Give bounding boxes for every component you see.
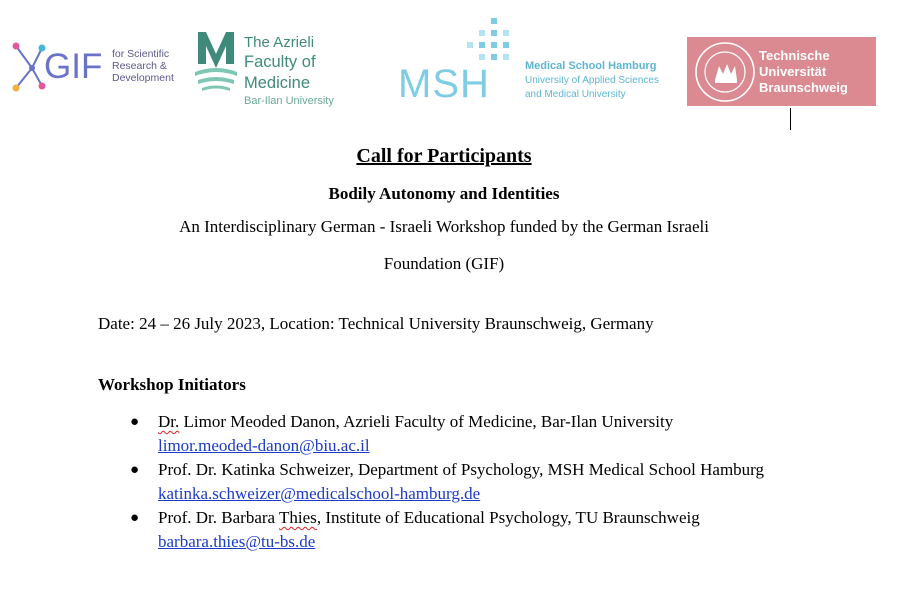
gif-logo [12, 38, 184, 94]
azrieli-line: Bar-Ilan University [244, 95, 334, 107]
initiator-text [158, 410, 778, 458]
initiators-list [0, 410, 904, 554]
initiator-detail: Prof. Dr. Barbara [158, 508, 280, 527]
initiator-text [158, 506, 778, 554]
azrieli-wordmark [244, 34, 377, 108]
tu-line: Technische [759, 48, 830, 63]
gif-tagline-line: for Scientific [112, 48, 170, 60]
text-cursor [790, 108, 791, 130]
tu-line: Universität [759, 64, 827, 79]
bullet-icon: ● [130, 510, 140, 526]
initiators-heading: Workshop Initiators [98, 375, 246, 394]
email-link[interactable]: limor.meoded-danon@biu.ac.il [158, 436, 370, 455]
date-location-line: Date: 24 – 26 July 2023, Location: Technical University Braunschweig, Germany [98, 314, 654, 333]
azrieli-line: The Azrieli [244, 34, 315, 51]
tu-braunschweig-logo [687, 37, 876, 106]
initiator-text [158, 458, 778, 506]
document-title: Call for Participants [356, 145, 532, 167]
msh-line: Medical School Hamburg [525, 60, 657, 72]
bullet-icon: ● [130, 414, 140, 430]
tu-seal-icon [693, 40, 757, 104]
tu-line: Braunschweig [759, 80, 848, 95]
initiator-detail: Prof. Dr. Katinka Schweizer, Department of Psychology, MSH Medical School Hamburg [158, 460, 765, 479]
msh-logo [398, 16, 673, 108]
gif-tagline-line: Development [112, 72, 174, 84]
gif-tagline-line: Research & [112, 60, 167, 72]
azrieli-line: Faculty of Medicine [244, 53, 316, 92]
spellcheck-word: Dr. [158, 412, 180, 431]
azrieli-logo [192, 28, 377, 107]
gif-tagline [112, 48, 174, 84]
initiator-detail: , Institute of Educational Psychology, TU Braunschweig [316, 508, 700, 527]
bullet-icon: ● [130, 462, 140, 478]
msh-wordmark: MSH [398, 62, 490, 106]
description-line: Foundation (GIF) [383, 254, 505, 273]
azrieli-emblem-icon [192, 28, 240, 96]
email-link[interactable]: barbara.thies@tu-bs.de [158, 532, 316, 551]
description-line: An Interdisciplinary German - Israeli Workshop funded by the German Israeli [179, 217, 709, 236]
tu-wordmark [759, 48, 848, 96]
list-item [0, 458, 904, 506]
msh-text [525, 59, 659, 102]
list-item [0, 506, 904, 554]
spellcheck-word: Thies [279, 508, 317, 527]
list-item [0, 410, 904, 458]
msh-line: University of Applied Sciences [525, 75, 659, 86]
email-link[interactable]: katinka.schweizer@medicalschool-hamburg.de [158, 484, 481, 503]
initiator-detail: Limor Meoded Danon, Azrieli Faculty of Medicine, Bar-Ilan University [179, 412, 674, 431]
gif-wordmark: GIF [44, 47, 103, 86]
document-subtitle: Bodily Autonomy and Identities [328, 184, 560, 203]
msh-line: and Medical University [525, 89, 626, 100]
